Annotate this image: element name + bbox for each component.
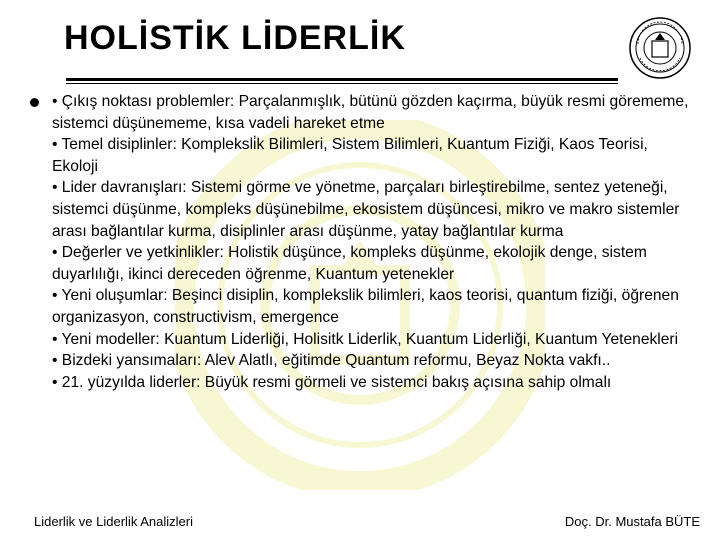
list-item: • Yeni oluşumlar: Beşinci disiplin, komplekslik bilimleri, kaos teorisi, quantum fiziği, öğrenen organizasyon, constructivism, emergence <box>52 287 679 326</box>
list-item: • Yeni modeller: Kuantum Liderliği, Holisitk Liderlik, Kuantum Liderliği, Kuantum Yetenekleri <box>52 330 679 348</box>
title-underline <box>66 78 618 81</box>
list-item: • Bizdeki yansımaları: Alev Alatlı, eğitimde Quantum reformu, Beyaz Nokta vakfı.. <box>52 352 611 370</box>
footer-author: Doç. Dr. Mustafa BÜTE <box>564 514 700 529</box>
slide-title: HOLİSTİK LİDERLİK <box>64 19 406 57</box>
list-item: • Temel disiplinler: Kompleksli̇k Bilimleri, Sistem Bilimleri, Kuantum Fiziği, Kaos Teorisi, Ekoloji <box>52 136 648 175</box>
list-item: • Lider davranışları: Sistemi görme ve yönetme, parçaları birleştirebilme, sentez yeteneği, sistemci düşünme, kompleks düşünebilme, ekosistem düşüncesi, mikro ve makro sistemler arası bağlantılar kurma, disiplinler arası düşünme, yatay bağlantılar kurma <box>52 179 680 240</box>
list-item: • 21. yüzyılda liderler: Büyük resmi görmeli ve sistemci bakış açısına sahip olmalı <box>52 373 612 391</box>
bullet-icon <box>30 98 39 107</box>
university-logo <box>628 14 692 82</box>
list-item: • Çıkış noktası problemler: Parçalanmışlık, bütünü gözden kaçırma, büyük resmi görememe, sistemci düşünememe, kısa vadeli hareket etme <box>52 93 689 132</box>
title-underline-thin <box>66 83 618 84</box>
footer-course-title: Liderlik ve Liderlik Analizleri <box>34 514 193 529</box>
slide-content <box>52 91 697 393</box>
list-item: • Değerler ve yetkinlikler: Holistik düşünce, kompleks düşünme, ekolojik denge, sistem duyarlılığı, ikinci dereceden öğrenme, Kuantum yetenekler <box>52 244 647 283</box>
